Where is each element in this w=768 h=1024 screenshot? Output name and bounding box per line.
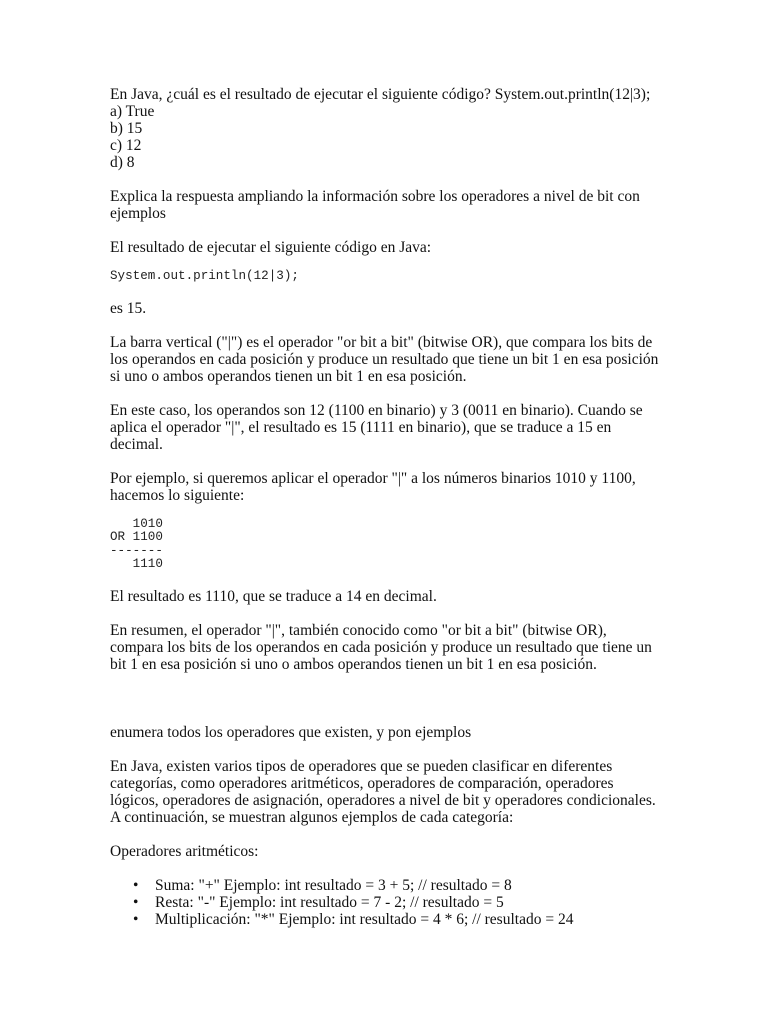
list-item-text: Resta: "-" Ejemplo: int resultado = 7 - 2; // resultado = 5 — [155, 893, 504, 911]
paragraph-line: hacemos lo siguiente: — [110, 486, 245, 504]
list-item — [110, 894, 670, 911]
prompt-enumerate: enumera todos los operadores que existen, y pon ejemplos — [110, 723, 472, 741]
bullet-icon: • — [133, 876, 139, 894]
prompt-explain-line: ejemplos — [110, 205, 166, 222]
example-result: El resultado es 1110, que se traduce a 14 en decimal. — [110, 587, 437, 605]
paragraph-line: La barra vertical ("|") es el operador "or bit a bit" (bitwise OR), que compara los bits de — [110, 333, 653, 351]
question-text: En Java, ¿cuál es el resultado de ejecutar el siguiente código? System.out.println(12|3); — [110, 86, 651, 103]
paragraph-bitwise-or — [110, 334, 670, 385]
paragraph-line: Por ejemplo, si queremos aplicar el operador "|" a los números binarios 1010 y 1100, — [110, 469, 636, 487]
paragraph-line: aplica el operador "|", el resultado es 15 (1111 en binario), que se traduce a 15 en — [110, 418, 612, 436]
code-snippet: System.out.println(12|3); — [110, 269, 299, 283]
paragraph-line: A continuación, se muestran algunos ejemplos de cada categoría: — [110, 808, 514, 826]
paragraph-line: los operandos en cada posición y produce un resultado que tiene un bit 1 en esa posición — [110, 350, 659, 368]
list-item — [110, 911, 670, 928]
list-item — [110, 877, 670, 894]
list-item-text: Suma: "+" Ejemplo: int resultado = 3 + 5; // resultado = 8 — [155, 876, 512, 894]
paragraph-line: En resumen, el operador "|", también conocido como "or bit a bit" (bitwise OR), — [110, 621, 607, 639]
paragraph-line: En este caso, los operandos son 12 (1100 en binario) y 3 (0011 en binario). Cuando se — [110, 401, 643, 419]
prompt-explain — [110, 188, 670, 222]
bullet-icon: • — [133, 910, 139, 928]
document-page — [110, 86, 670, 928]
list-item-text: Multiplicación: "*" Ejemplo: int resultado = 4 * 6; // resultado = 24 — [155, 910, 574, 928]
paragraph-line: En Java, existen varios tipos de operadores que se pueden clasificar en diferentes — [110, 757, 613, 775]
paragraph-summary — [110, 622, 670, 673]
paragraph-line: lógicos, operadores de asignación, operadores a nivel de bit y operadores condicionales. — [110, 791, 656, 809]
question-block — [110, 86, 670, 171]
option-c: c) 12 — [110, 137, 142, 154]
answer-result: es 15. — [110, 299, 147, 317]
paragraph-example — [110, 470, 670, 504]
option-d: d) 8 — [110, 154, 135, 171]
arithmetic-operators-list — [110, 877, 670, 928]
paragraph-line: compara los bits de los operandos en cada posición y produce un resultado que tiene un — [110, 638, 652, 656]
paragraph-line: decimal. — [110, 435, 163, 453]
option-a: a) True — [110, 103, 155, 120]
prompt-explain-line: Explica la respuesta ampliando la información sobre los operadores a nivel de bit con — [110, 188, 640, 205]
paragraph-line: si uno o ambos operandos tienen un bit 1 en esa posición. — [110, 367, 467, 385]
paragraph-line: categorías, como operadores aritméticos, operadores de comparación, operadores — [110, 774, 614, 792]
paragraph-case — [110, 402, 670, 453]
bullet-icon: • — [133, 893, 139, 911]
paragraph-line: bit 1 en esa posición si uno o ambos operandos tienen un bit 1 en esa posición. — [110, 655, 597, 673]
answer-intro: El resultado de ejecutar el siguiente código en Java: — [110, 239, 432, 256]
arithmetic-heading: Operadores aritméticos: — [110, 842, 259, 860]
binary-example-code: 1010 OR 1100 ------- 1110 — [110, 516, 163, 571]
option-b: b) 15 — [110, 120, 143, 137]
paragraph-operator-types — [110, 758, 670, 826]
